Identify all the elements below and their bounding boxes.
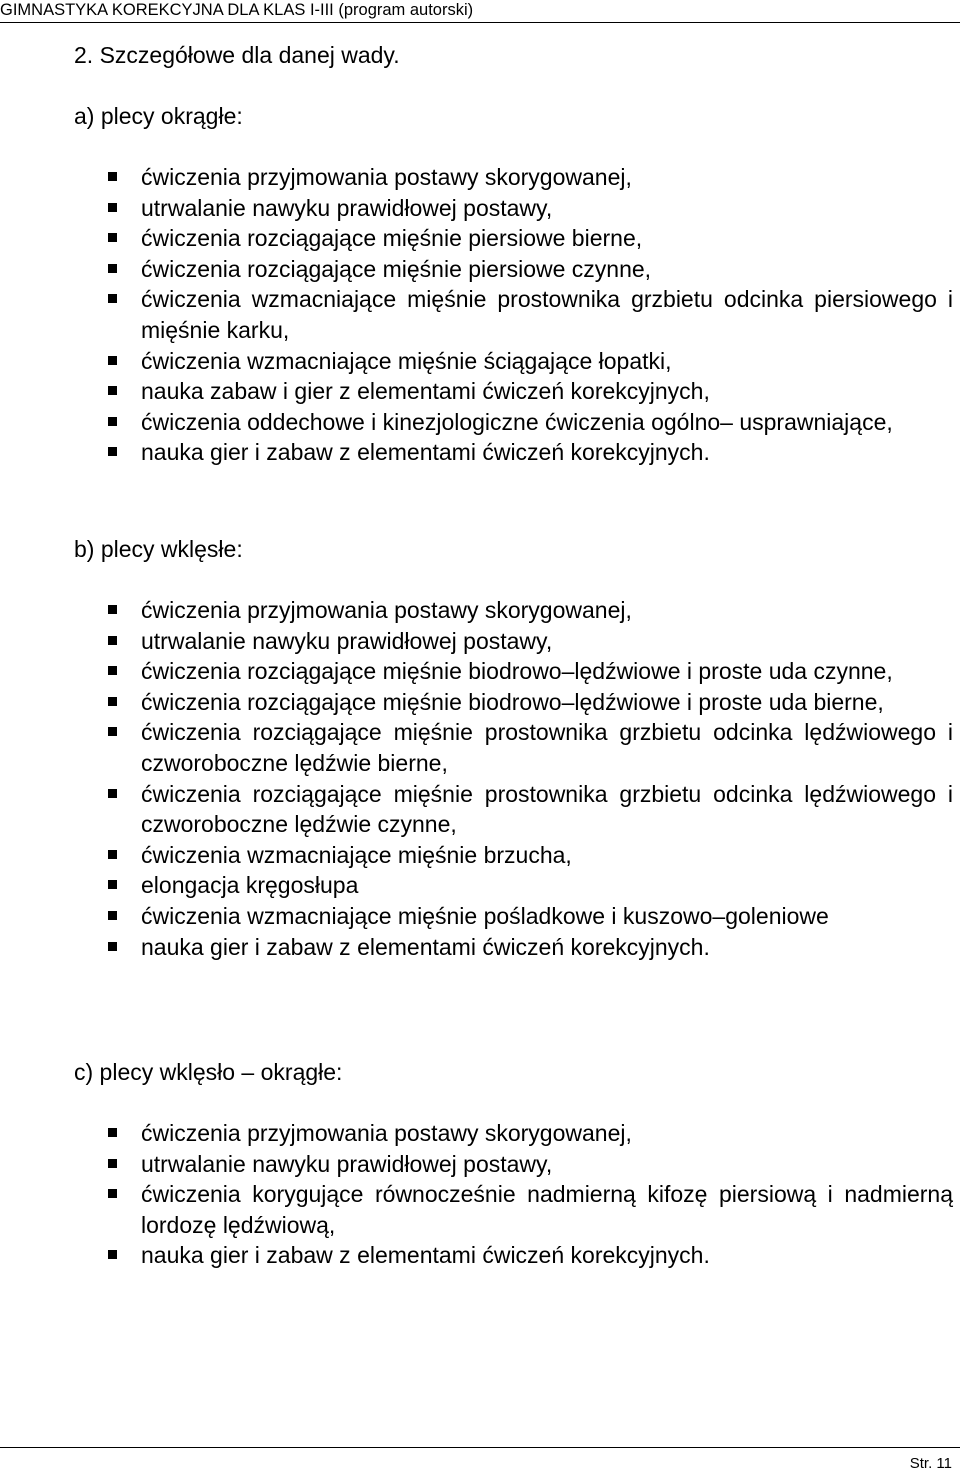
square-bullet-icon	[108, 1159, 117, 1168]
subsection-heading-b: b) plecy wklęsłe:	[74, 536, 243, 562]
page-footer	[0, 1447, 960, 1476]
list-item: ćwiczenia wzmacniające mięśnie ściągające łopatki,	[141, 346, 953, 377]
running-header-text: GIMNASTYKA KOREKCYJNA DLA KLAS I-III (program autorski)	[0, 1, 474, 19]
running-header	[0, 0, 960, 23]
list-item: ćwiczenia wzmacniające mięśnie brzucha,	[141, 840, 953, 871]
square-bullet-icon	[108, 605, 117, 614]
list-item: elongacja kręgosłupa	[141, 870, 953, 901]
list-item: utrwalanie nawyku prawidłowej postawy,	[141, 193, 953, 224]
section-heading: 2. Szczegółowe dla danej wady.	[74, 42, 400, 68]
list-item: ćwiczenia rozciągające mięśnie biodrowo–lędźwiowe i proste uda czynne,	[141, 656, 953, 687]
list-item: nauka gier i zabaw z elementami ćwiczeń korekcyjnych.	[141, 437, 953, 468]
list-item: utrwalanie nawyku prawidłowej postawy,	[141, 626, 953, 657]
list-item: ćwiczenia przyjmowania postawy skorygowanej,	[141, 162, 953, 193]
list-item: nauka zabaw i gier z elementami ćwiczeń korekcyjnych,	[141, 376, 953, 407]
subsection-heading-c: c) plecy wklęsło – okrągłe:	[74, 1059, 343, 1085]
square-bullet-icon	[108, 386, 117, 395]
square-bullet-icon	[108, 1189, 117, 1198]
page-label: Str.	[909, 1455, 933, 1472]
square-bullet-icon	[108, 911, 117, 920]
subsection-heading-a: a) plecy okrągłe:	[74, 103, 243, 129]
list-item: ćwiczenia oddechowe i kinezjologiczne ćwiczenia ogólno– usprawniające,	[141, 407, 953, 438]
list-item: ćwiczenia rozciągające mięśnie piersiowe bierne,	[141, 223, 953, 254]
list-item: ćwiczenia korygujące równocześnie nadmierną kifozę piersiową i nadmierną lordozę lędźwiową,	[141, 1179, 953, 1240]
square-bullet-icon	[108, 172, 117, 181]
square-bullet-icon	[108, 447, 117, 456]
square-bullet-icon	[108, 294, 117, 303]
bullet-list-a	[0, 162, 960, 468]
square-bullet-icon	[108, 356, 117, 365]
square-bullet-icon	[108, 264, 117, 273]
square-bullet-icon	[108, 880, 117, 889]
square-bullet-icon	[108, 636, 117, 645]
square-bullet-icon	[108, 203, 117, 212]
list-item: ćwiczenia rozciągające mięśnie prostownika grzbietu odcinka lędźwiowego i czworoboczne lędźwie czynne,	[141, 779, 953, 840]
list-item: nauka gier i zabaw z elementami ćwiczeń korekcyjnych.	[141, 1240, 953, 1271]
list-item: ćwiczenia wzmacniające mięśnie prostownika grzbietu odcinka piersiowego i mięśnie karku,	[141, 284, 953, 345]
square-bullet-icon	[108, 942, 117, 951]
square-bullet-icon	[108, 666, 117, 675]
list-item: ćwiczenia wzmacniające mięśnie pośladkowe i kuszowo–goleniowe	[141, 901, 953, 932]
list-item: utrwalanie nawyku prawidłowej postawy,	[141, 1149, 953, 1180]
page-number	[910, 1455, 952, 1473]
square-bullet-icon	[108, 1128, 117, 1137]
square-bullet-icon	[108, 789, 117, 798]
square-bullet-icon	[108, 697, 117, 706]
list-item: ćwiczenia rozciągające mięśnie biodrowo–lędźwiowe i proste uda bierne,	[141, 687, 953, 718]
list-item: ćwiczenia przyjmowania postawy skorygowanej,	[141, 1118, 953, 1149]
list-item: ćwiczenia przyjmowania postawy skorygowanej,	[141, 595, 953, 626]
list-item: ćwiczenia rozciągające mięśnie prostownika grzbietu odcinka lędźwiowego i czworoboczne lędźwie bierne,	[141, 717, 953, 778]
bullet-list-c	[0, 1118, 960, 1271]
square-bullet-icon	[108, 1250, 117, 1259]
list-item: nauka gier i zabaw z elementami ćwiczeń korekcyjnych.	[141, 932, 953, 963]
page-number-value: 11	[936, 1455, 952, 1472]
bullet-list-b	[0, 595, 960, 962]
square-bullet-icon	[108, 727, 117, 736]
square-bullet-icon	[108, 233, 117, 242]
square-bullet-icon	[108, 417, 117, 426]
square-bullet-icon	[108, 850, 117, 859]
list-item: ćwiczenia rozciągające mięśnie piersiowe czynne,	[141, 254, 953, 285]
